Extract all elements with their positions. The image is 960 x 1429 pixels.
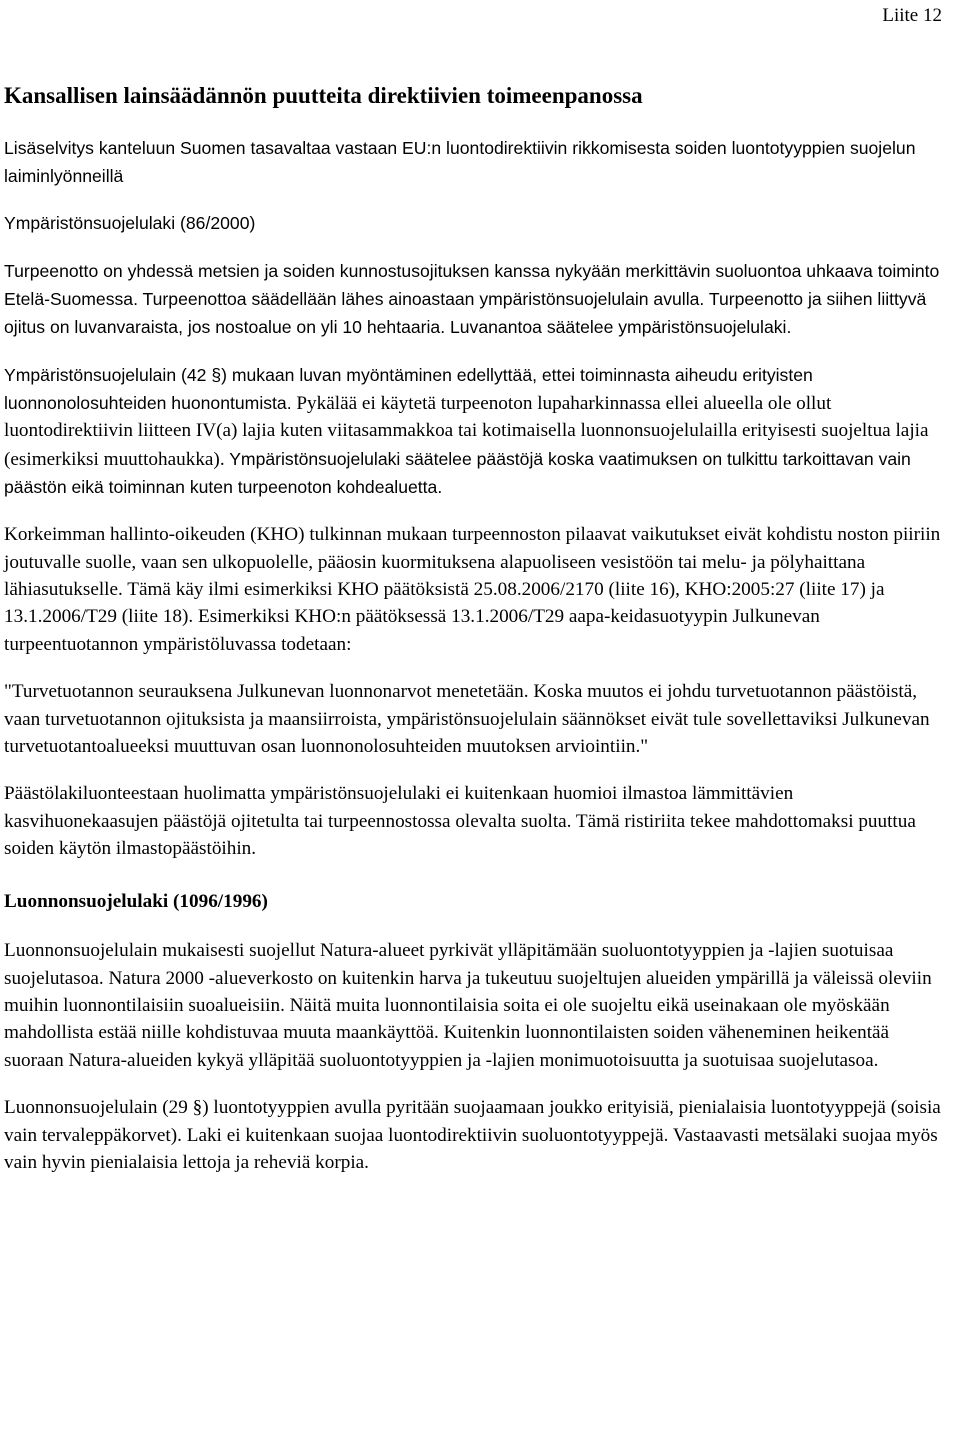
permit-criteria-text-b: Pykälää ei käytetä turpeenoton lupaharkinnassa ellei alueella ole ollut luontodirektiivin liitteen IV(a) lajia kuten viitasammakkoa tai kotimaisella luonnonsuojelulailla erityisesti suojeltua lajia (esimerkiksi muuttohaukka). [4, 393, 929, 470]
permit-criteria-text-a: Ympäristönsuojelulain (42 §) mukaan luvan myöntäminen edellyttää, ettei toiminnasta aiheudu erityisten luonnonolosuhteiden huonontumista. [4, 365, 813, 413]
paragraph-permit-criteria [4, 361, 950, 501]
page-number: Liite 12 [882, 5, 942, 26]
document-title: Kansallisen lainsäädännön puutteita direktiivien toimeenpanossa [4, 83, 643, 108]
paragraph-natura-areas: Luonnonsuojelulain mukaisesti suojellut Natura-alueet pyrkivät ylläpitämään suoluontotyyppien ja -lajien suotuisaa suojelutasoa. Natura 2000 -alueverkosto on kuitenkin harva ja tukeutuu suojeltujen alueiden ympärillä ja väleissä oleviin muihin luonnontilaisiin suoalueisiin. Näitä muita luonnontilaisia soita ei ole suojeltu eikä useinakaan ole myöskään mahdollista estää niille kohdistuvaa muuta maankäyttöä. Kuitenkin luonnontilaisten soiden väheneminen heikentää suoraan Natura-alueiden kykyä ylläpitää suoluontotyyppien ja -lajien monimuotoisuutta ja suotuisaa suojelutasoa. [4, 940, 932, 1071]
document-body [4, 81, 950, 1176]
paragraph-peat-extraction: Turpeenotto on yhdessä metsien ja soiden kunnostusojituksen kanssa nykyään merkittävin suoluontoa uhkaava toiminto Etelä-Suomessa. Turpeenottoa säädellään lähes ainoastaan ympäristönsuojelulain avulla. Turpeenotto ja siihen liittyvä ojitus on luvanvaraista, jos nostoalue on yli 10 hehtaaria. Luvanantoa säätelee ympäristönsuojelulaki. [4, 261, 940, 337]
paragraph-habitat-types: Luonnonsuojelulain (29 §) luontotyyppien avulla pyritään suojaamaan joukko erityisiä, pienialaisia luontotyyppejä (soisia vain tervaleppäkorvet). Laki ei kuitenkaan suojaa luontodirektiivin suoluontotyyppejä. Vastaavasti metsälaki suojaa myös vain hyvin pienialaisia lettoja ja reheviä korpia. [4, 1097, 941, 1173]
permit-criteria-text-c: Ympäristönsuojelulaki säätelee päästöjä koska vaatimuksen on tulkittu tarkoittavan vain päästön eikä toiminnan kuten turpeenoton kohdealuetta. [4, 448, 911, 498]
intro-paragraph: Lisäselvitys kanteluun Suomen tasavaltaa vastaan EU:n luontodirektiivin rikkomisesta soiden luontotyyppien suojelun laiminlyönneillä [4, 138, 916, 186]
paragraph-kho-interpretation: Korkeimman hallinto-oikeuden (KHO) tulkinnan mukaan turpeennoston pilaavat vaikutukset eivät kohdistu noston piiriin joutuvalle suolle, vaan sen ulkopuolelle, pääosin kuormituksena alapuoliseen vesistöön tai melu- ja pölyhaittana lähiasutukselle. Tämä käy ilmi esimerkiksi KHO päätöksistä 25.08.2006/2170 (liite 16), KHO:2005:27 (liite 17) ja 13.1.2006/T29 (liite 18). Esimerkiksi KHO:n päätöksessä 13.1.2006/T29 aapa-keidasuotyypin Julkunevan turpeentuotannon ympäristöluvassa todetaan: [4, 524, 941, 655]
section-heading-nature-conservation-act: Luonnonsuojelulaki (1096/1996) [4, 890, 268, 912]
section-heading-environmental-act: Ympäristönsuojelulaki (86/2000) [4, 213, 256, 233]
paragraph-greenhouse-emissions: Päästölakiluonteestaan huolimatta ympäristönsuojelulaki ei kuitenkaan huomioi ilmastoa lämmittävien kasvihuonekaasujen päästöjä ojitetulta tai turpeennostossa olevalta suolta. Tämä ristiriita tekee mahdottomaksi puuttua soiden käytön ilmastopäästöihin. [4, 783, 916, 860]
quote-julkuneva-decision: "Turvetuotannon seurauksena Julkunevan luonnonarvot menetetään. Koska muutos ei johdu turvetuotannon päästöistä, vaan turvetuotannon ojituksista ja maansiirroista, ympäristönsuojelulain säännökset eivät tule sovellettaviksi Julkunevan turvetuotantoalueeksi muuttuvan osan luonnonolosuhteiden muutoksen arviointiin." [4, 681, 930, 758]
